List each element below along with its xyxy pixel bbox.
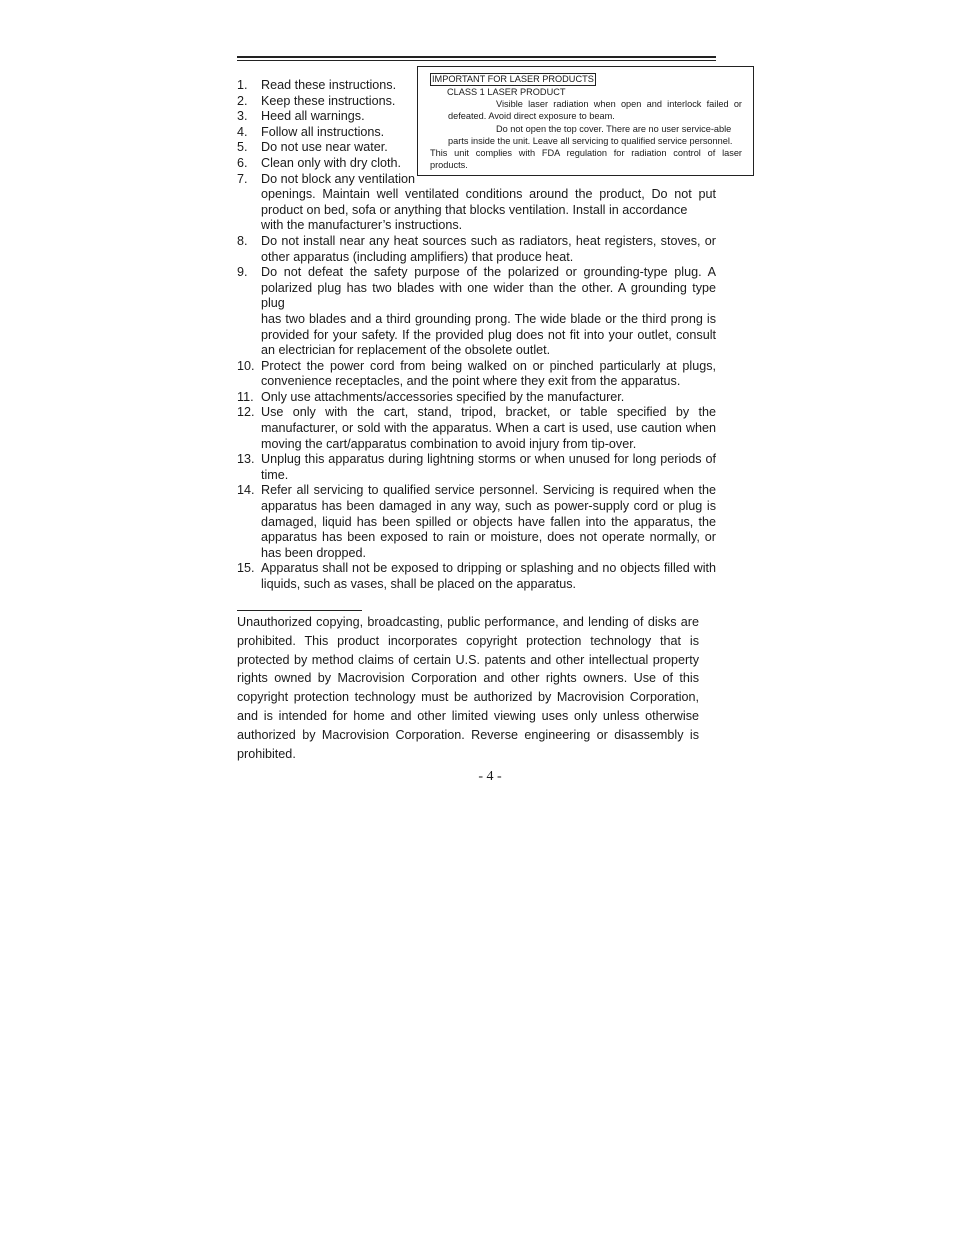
instruction-number: 3. [237,109,248,124]
instruction-item [237,234,716,265]
instruction-line: liquids, such as vases, shall be placed on the apparatus. [261,577,577,591]
instruction-line: other apparatus (including amplifiers) that produce heat. [261,249,574,264]
instruction-line: openings. Maintain well ventilated conditions around the product, Do not put [261,187,716,202]
instruction-item [237,390,716,406]
instruction-line: Clean only with dry cloth. [261,155,401,170]
instruction-line: apparatus has been exposed to rain or moisture, does not operate normally, or [261,530,716,545]
laser-box-title: IMPORTANT FOR LASER PRODUCTS [432,74,594,84]
instruction-line: Heed all warnings. [261,109,365,124]
instruction-number: 9. [237,265,248,280]
instruction-line: has two blades and a third grounding prong. The wide blade or the third prong is [261,311,716,326]
instruction-line: has been dropped. [261,545,367,560]
instruction-line: Do not use near water. [261,140,388,155]
instruction-number: 14. [237,483,255,498]
instruction-item [237,172,716,234]
header-rule-thick [237,56,716,58]
instruction-line: with the manufacturer’s instructions. [261,218,463,233]
instruction-item [237,265,716,359]
instruction-number: 12. [237,405,255,420]
instruction-line: apparatus has been damaged in any way, such as power-supply cord or plug is [261,499,716,514]
instruction-line: Do not defeat the safety purpose of the polarized or grounding-type plug. A [261,265,716,280]
instruction-line: provided for your safety. If the provided plug does not fit into your outlet, consult [261,327,716,342]
instruction-number: 10. [237,358,255,373]
notice-line: and is intended for home and other limited viewing uses only unless otherwise [237,708,699,723]
instruction-line: Read these instructions. [261,78,397,92]
instruction-item [237,109,716,125]
laser-line-1: Visible laser radiation when open and interlock failed or [496,99,742,110]
instruction-line: Unplug this apparatus during lightning storms or when unused for long periods of [261,452,716,467]
header-rule-thin [237,60,716,61]
notice-line: authorized by Macrovision Corporation. Reverse engineering or disassembly is [237,727,699,742]
instruction-item [237,561,716,592]
instruction-number: 11. [237,389,254,404]
instruction-number: 13. [237,452,255,467]
instruction-item [237,78,716,94]
instruction-line: Only use attachments/accessories specified by the manufacturer. [261,389,625,404]
instruction-number: 7. [237,171,248,186]
instruction-item [237,483,716,561]
instruction-item [237,452,716,483]
instruction-item [237,140,716,156]
instruction-number: 5. [237,140,248,155]
instruction-item [237,156,716,172]
instruction-line: Do not install near any heat sources such as radiators, heat registers, stoves, or [261,233,716,248]
notice-line: prohibited. [237,746,296,761]
notice-line: rights owned by Macrovision Corporation and other rights owners. Use of this [237,671,699,686]
instruction-line: an electrician for replacement of the obsolete outlet. [261,343,551,358]
instruction-number: 2. [237,93,248,108]
instruction-line: Follow all instructions. [261,124,385,139]
notice-line: Unauthorized copying, broadcasting, public performance, and lending of disks are [237,615,699,629]
safety-instructions-list [237,78,716,593]
instruction-line: Apparatus shall not be exposed to dripping or splashing and no objects filled with [261,561,716,576]
page-number: - 4 - [478,769,502,784]
footnote-rule [237,610,362,611]
instruction-line: damaged, liquid has been spilled or objects have fallen into the apparatus, the [261,514,716,529]
instruction-line: product on bed, sofa or anything that blocks ventilation. Install in accordance [261,202,688,217]
instruction-item [237,359,716,390]
laser-line-6: products. [430,160,468,171]
instruction-line: polarized plug has two blades with one wider than the other. A grounding type plug [261,280,716,311]
copyright-notice [237,613,699,763]
instruction-number: 8. [237,233,248,248]
instruction-item [237,94,716,110]
instruction-number: 4. [237,124,248,139]
instruction-line: Protect the power cord from being walked on or pinched particularly at plugs, [261,358,716,373]
instruction-line: time. [261,467,289,482]
notice-line: prohibited. This product incorporates copyright protection technology that is [237,633,699,648]
instruction-item [237,125,716,141]
notice-line: protected by method claims of certain U.S. patents and other intellectual property [237,652,699,667]
laser-class-line: CLASS 1 LASER PRODUCT [447,87,566,97]
instruction-line: Use only with the cart, stand, tripod, bracket, or table specified by the [261,405,716,420]
instruction-line: moving the cart/apparatus combination to avoid injury from tip-over. [261,436,637,451]
notice-line: copyright protection technology must be authorized by Macrovision Corporation, [237,690,699,705]
laser-line-2: defeated. Avoid direct exposure to beam. [448,111,615,122]
laser-line-4: parts inside the unit. Leave all servicing to qualified service personnel. [448,135,733,146]
laser-line-3: Do not open the top cover. There are no user service-able [496,123,732,134]
instruction-item [237,405,716,452]
instruction-number: 6. [237,155,248,170]
instruction-line: Do not block any ventilation [261,171,416,186]
instruction-line: Refer all servicing to qualified service personnel. Servicing is required when the [261,483,716,498]
instruction-line: manufacturer, or sold with the apparatus. When a cart is used, use caution when [261,421,716,436]
laser-line-5: This unit complies with FDA regulation for radiation control of laser [430,148,742,159]
instruction-number: 1. [237,78,248,92]
instruction-line: convenience receptacles, and the point where they exit from the apparatus. [261,374,681,389]
instruction-number: 15. [237,561,255,576]
instruction-line: Keep these instructions. [261,93,396,108]
